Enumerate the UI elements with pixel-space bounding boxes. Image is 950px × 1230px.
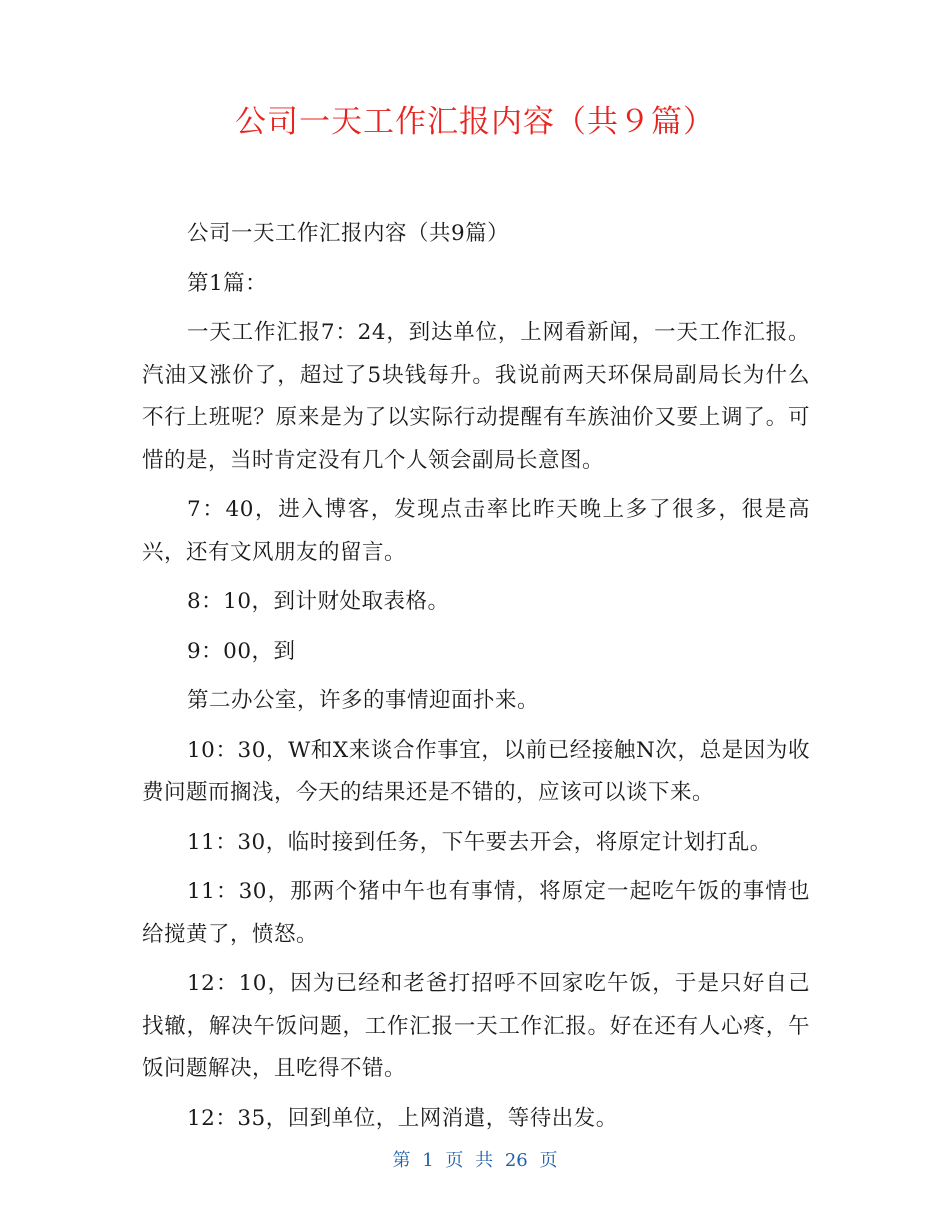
paragraph: 7：40，进入博客，发现点击率比昨天晚上多了很多，很是高兴，还有文风朋友的留言。	[142, 497, 810, 565]
paragraph: 10：30，W和X来谈合作事宜，以前已经接触N次，总是因为收费问题而搁浅，今天的结果还是不错的，应该可以谈下来。	[142, 737, 810, 805]
paragraph: 11：30，那两个猪中午也有事情，将原定一起吃午饭的事情也给搅黄了，愤怒。	[142, 879, 810, 947]
paragraph: 12：35，回到单位，上网消遣，等待出发。	[187, 1105, 618, 1131]
paragraph: 8：10，到计财处取表格。	[187, 589, 450, 614]
paragraph: 9：00，到	[187, 638, 296, 664]
document-title: 公司一天工作汇报内容（共９篇）	[235, 104, 715, 140]
paragraph: 第1篇：	[187, 270, 268, 296]
document-body	[142, 213, 810, 1147]
paragraph: 11：30，临时接到任务，下午要去开会，将原定计划打乱。	[187, 829, 772, 855]
paragraph: 一天工作汇报7：24，到达单位，上网看新闻，一天工作汇报。汽油又涨价了，超过了5块钱每升。我说前两天环保局副局长为什么不行上班呢？原来是为了以实际行动提醒有车族油价又要上调了。可惜的是，当时肯定没有几个人领会副局长意图。	[142, 320, 810, 473]
paragraph: 第二办公室，许多的事情迎面扑来。	[187, 688, 540, 713]
paragraph: 公司一天工作汇报内容（共9篇）	[187, 221, 510, 246]
page-number-footer: 第 1 页 共 26 页	[392, 1150, 558, 1171]
paragraph: 12：10，因为已经和老爸打招呼不回家吃午饭，于是只好自己找辙，解决午饭问题，工作汇报一天工作汇报。好在还有人心疼，午饭问题解决，且吃得不错。	[142, 971, 810, 1081]
